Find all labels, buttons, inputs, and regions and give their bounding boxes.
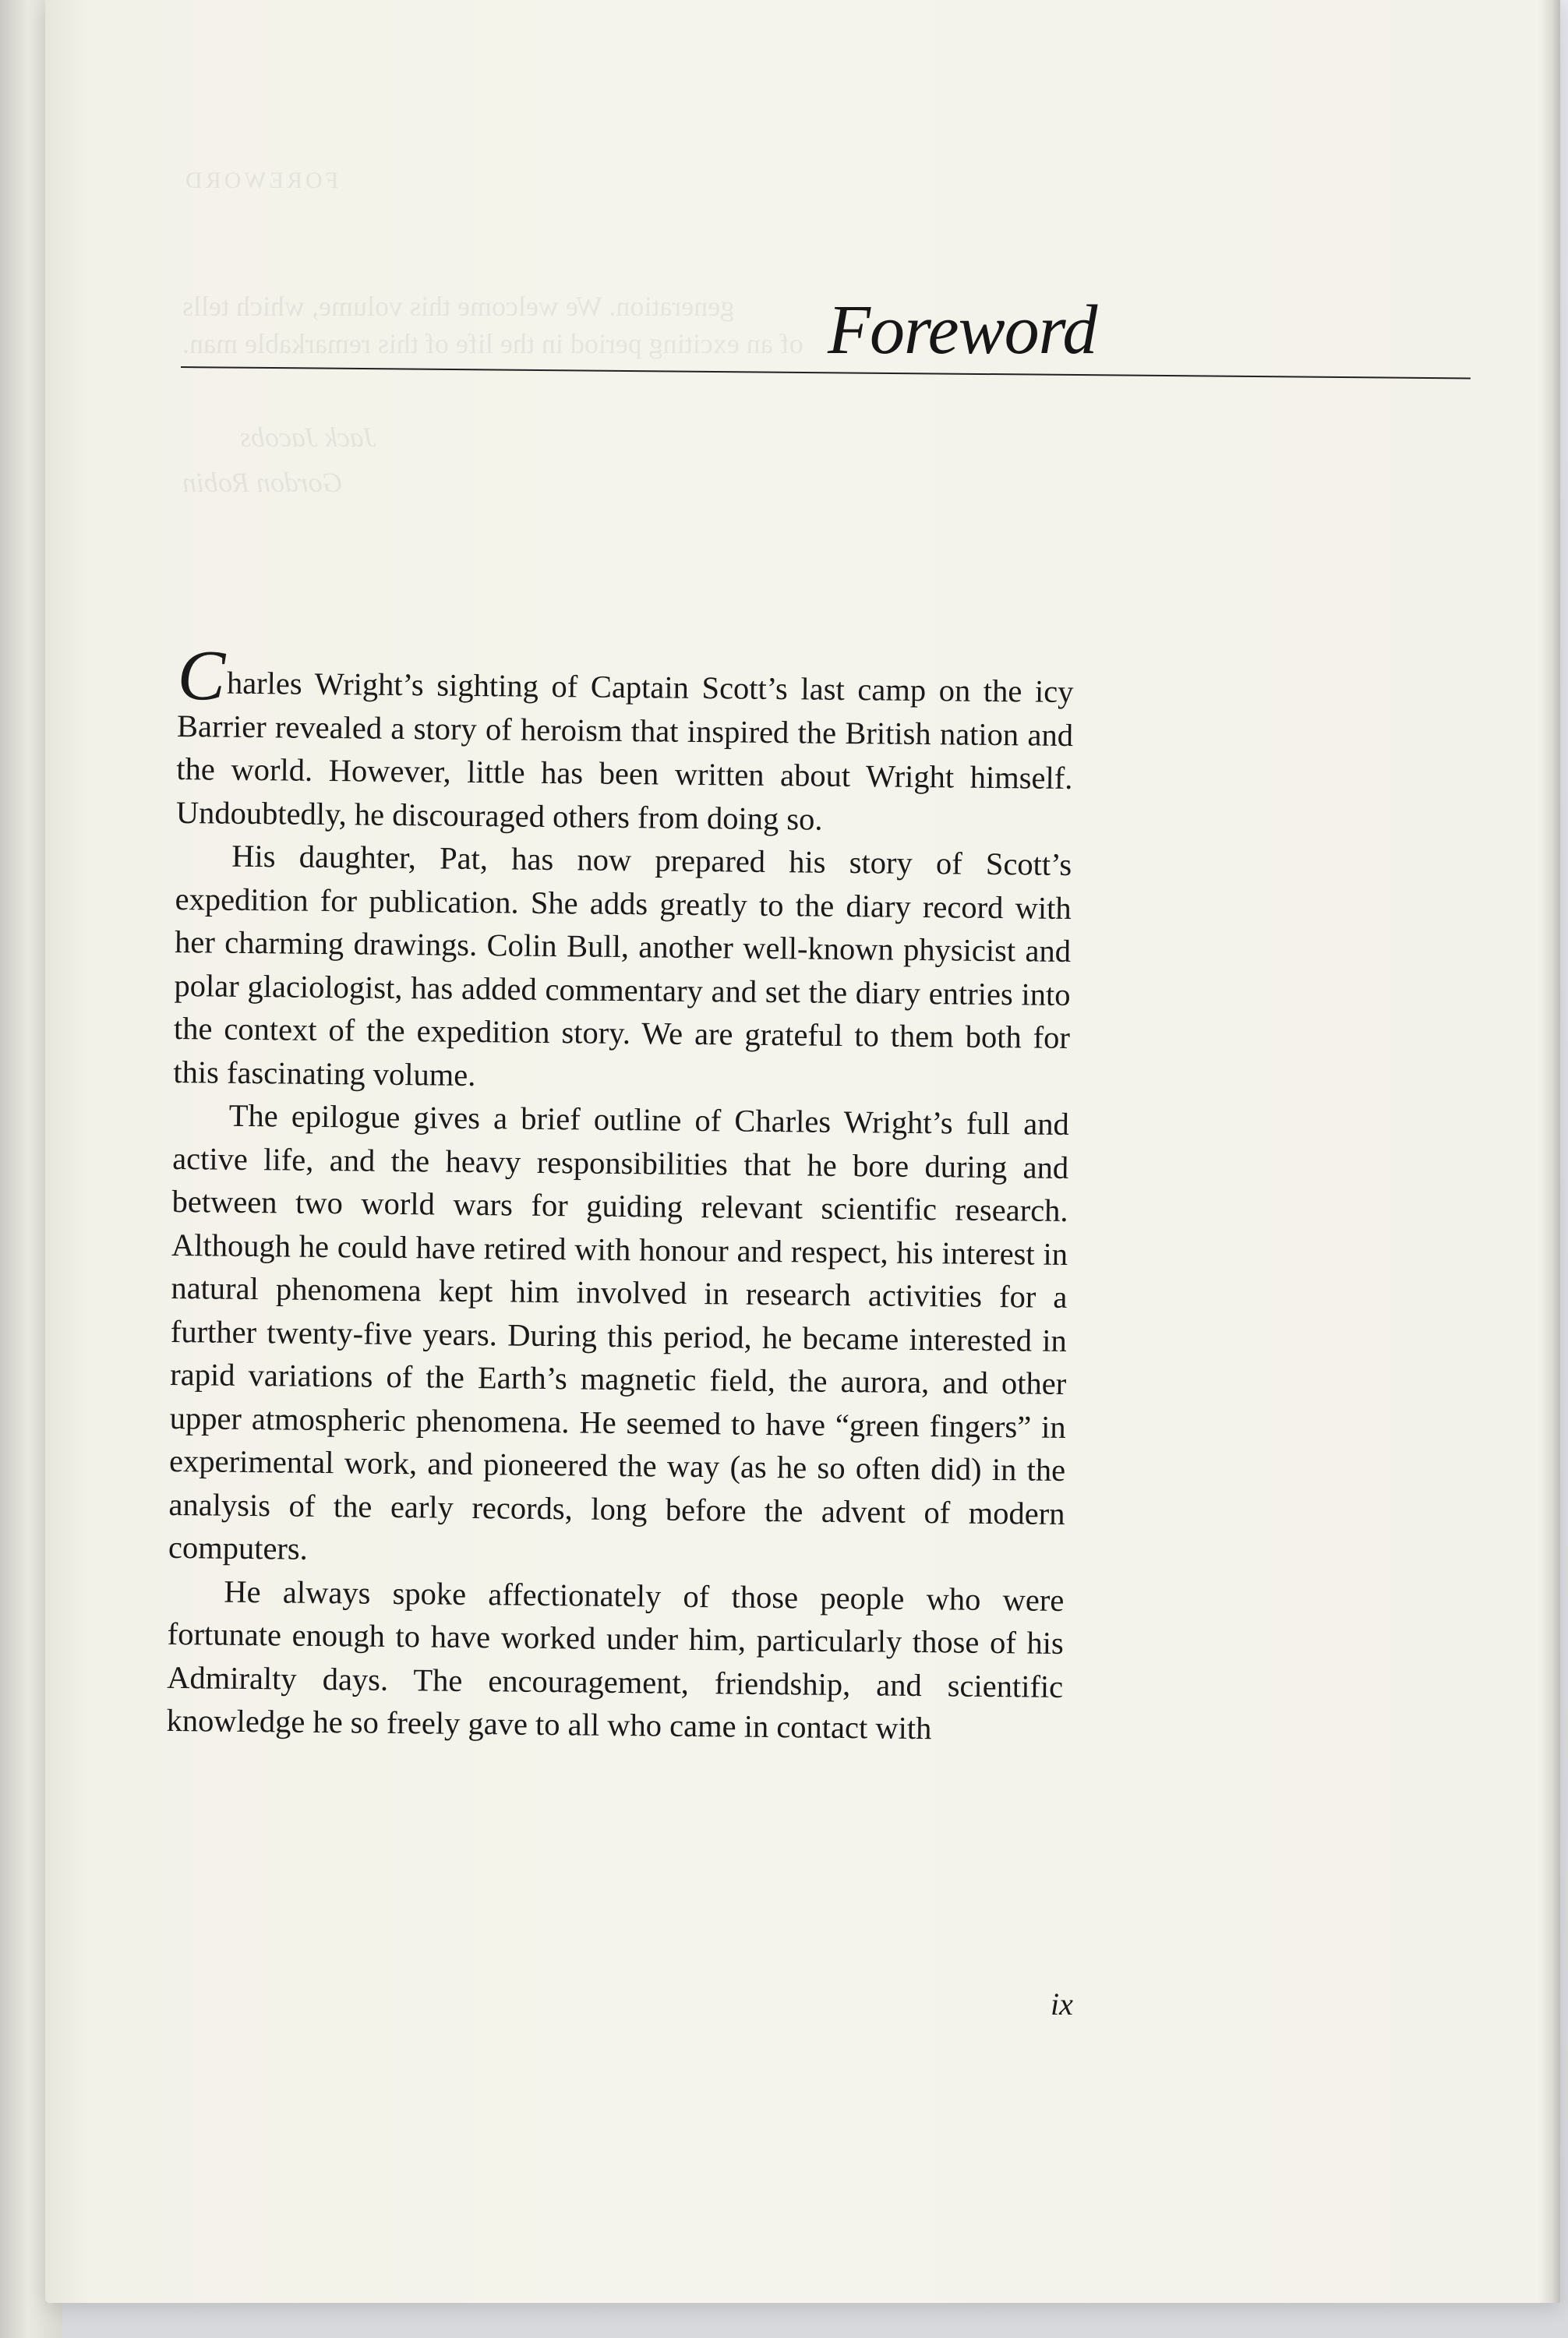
drop-cap: C xyxy=(177,635,226,715)
show-through-line-1: generation. We welcome this volume, which tells xyxy=(182,291,735,322)
show-through-signature-1: Jack Jacobs xyxy=(240,422,376,453)
page-title: Foreword xyxy=(828,291,1097,369)
page-edge-shadow xyxy=(1538,0,1560,2303)
show-through-signature-2: Gordon Robin xyxy=(182,467,343,498)
paragraph-3: The epilogue gives a brief outline of Charles Wright’s full and active life, and the heavy responsibilities that he bore during and between two world wars for guiding relevant scientific research. Although he could have retired with honour and respect, his interest in natural phenomena kept him involved in research activities for a further twenty-five years. During this period, he became interested in rapid variations of the Earth’s magnetic field, the aurora, and other upper atmospheric phenomena. He seemed to have “green fingers” in experimental work, and pioneered the way (as he so often did) in the analysis of the early records, long before the advent of modern computers. xyxy=(168,1097,1069,1566)
paragraph-4: He always spoke affectionately of those people who were fortunate enough to have worked under him, particularly those of his Admiralty days. The encouragement, friendship, and scientific knowledge he so freely gave to all who came in contact with xyxy=(166,1573,1065,1746)
body-text xyxy=(166,635,1074,1751)
page-number: ix xyxy=(1051,1987,1073,2022)
show-through-line-2: of an exciting period in the life of this remarkable man. xyxy=(182,328,803,359)
paragraph-1 xyxy=(175,635,1074,843)
paragraph-1-text: harles Wright’s sighting of Captain Scott’s last camp on the icy Barrier revealed a story of heroism that inspired the British nation and the world. However, little has been written about Wright himself. Undoubtedly, he discouraged others from doing so. xyxy=(175,665,1074,837)
paragraph-2: His daughter, Pat, has now prepared his story of Scott’s expedition for publication. She adds greatly to the diary record with her charming drawings. Colin Bull, another well-known physicist and polar glaciologist, has added commentary and set the diary entries into the context of the expedition story. We are grateful to them both for this fascinating volume. xyxy=(173,838,1072,1093)
show-through-header: FOREWORD xyxy=(182,168,339,193)
